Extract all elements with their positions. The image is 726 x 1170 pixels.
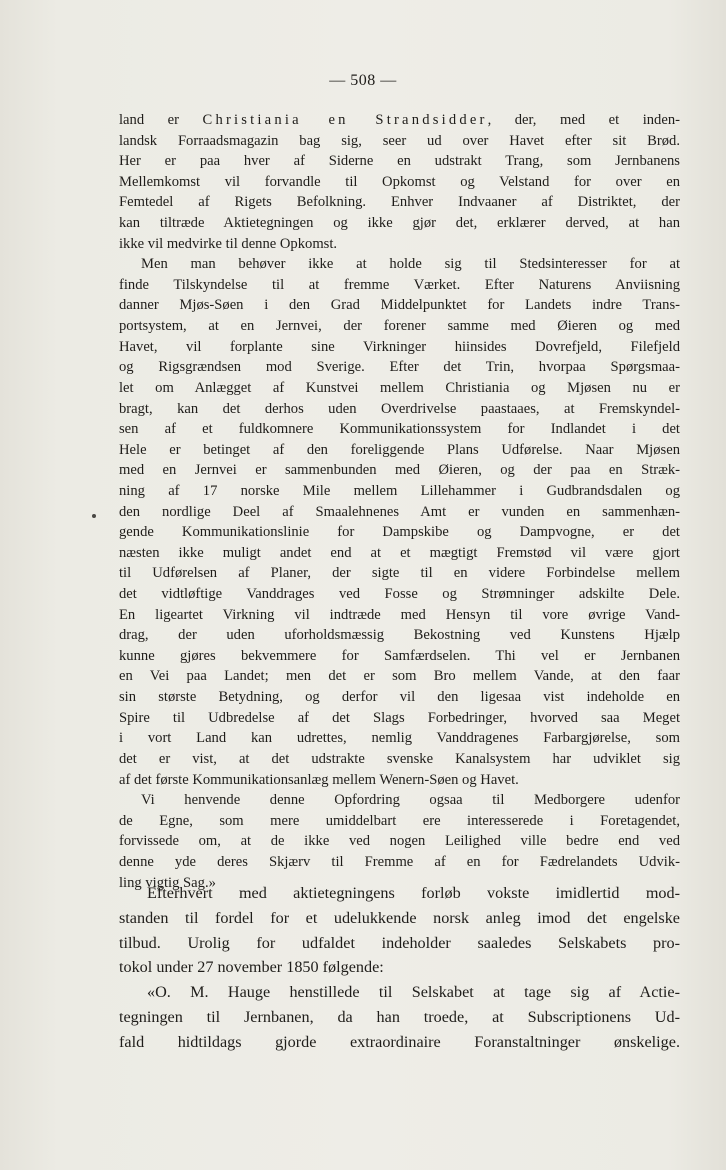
- quote-line: i vort Land kan udrettes, nemlig Vanddragenes Farbargjørelse, som: [119, 730, 680, 747]
- quote-line: til Udførelsen af Planer, der sigte til en videre Forbindelse mellem: [119, 565, 680, 582]
- quote-line: Vi henvende denne Opfordring ogsaa til Medborgere udenfor: [141, 792, 680, 809]
- quote-line: af det første Kommunikationsanlæg mellem Wenern-Søen og Havet.: [119, 771, 519, 788]
- quote-line: gende Kommunikationslinie for Dampskibe og Dampvogne, er det: [119, 524, 680, 541]
- quote-line: Men man behøver ikke at holde sig til Stedsinteresser for at: [141, 256, 680, 273]
- narrative-line: Efterhvert med aktietegningens forløb vokste imidlertid mod-: [147, 884, 680, 902]
- quote-line: sen af et fuldkomnere Kommunikationssystem for Indlandet i det: [119, 421, 680, 438]
- narrative-line: tokol under 27 november 1850 følgende:: [119, 958, 384, 977]
- quote-line: Femtedel af Rigets Befolkning. Enhver Indvaaner af Distriktet, der: [119, 194, 680, 211]
- quote-line: let om Anlægget af Kunstvei mellem Christiania og Mjøsen nu er: [119, 379, 680, 396]
- quote-line: og Rigsgrændsen mod Sverige. Efter det Trin, hvorpaa Spørgsmaa-: [119, 359, 680, 376]
- spaced-emphasis: Christiania en Strandsidder: [202, 112, 488, 128]
- margin-mark: [92, 514, 96, 518]
- quote-line: det vidtløftige Vanddrages ved Fosse og Strømninger adskilte Dele.: [119, 586, 680, 603]
- quote-line: det er vist, at det udstrakte svenske Kanalsystem har udviklet sig: [119, 750, 680, 767]
- quoted-prospectus-text: [119, 110, 680, 893]
- quote-line: landsk Forraadsmagazin bag sig, seer ud over Havet efter sit Brød.: [119, 132, 680, 149]
- quote-line: næsten ikke muligt andet end at et mægtigt Fremstød vil være gjort: [119, 544, 680, 561]
- quote-line: forvissede om, at de ikke ved nogen Leilighed ville bedre end ved: [119, 833, 680, 850]
- quote-line: kunne gjøres bekvemmere for Samfærdselen. Thi vel er Jernbanen: [119, 647, 680, 664]
- quote-line: sin største Betydning, og derfor vil den ligesaa vist indeholde en: [119, 689, 680, 706]
- quote-line-start: land er: [119, 112, 203, 128]
- quote-line: ling vigtig Sag.»: [119, 874, 216, 891]
- narrative-line: tegningen til Jernbanen, da han troede, at Subscriptionens Ud-: [119, 1007, 680, 1026]
- quote-line: kan tiltræde Aktietegningen og ikke gjør det, erklærer derved, at han: [119, 215, 680, 232]
- quote-line: drag, der uden uforholdsmæssig Bekostning ved Kunstens Hjælp: [119, 627, 680, 644]
- quote-line-end: , der, med et inden-: [487, 112, 680, 128]
- quote-line: portsystem, at en Jernvei, der forener samme med Øieren og med: [119, 318, 680, 335]
- quote-line: med en Jernvei er sammenbunden med Øieren, og der paa en Stræk-: [119, 462, 680, 479]
- page-number: — 508 —: [329, 72, 397, 89]
- quote-line: [119, 110, 680, 131]
- quote-line: bragt, kan det derhos uden Overdrivelse paastaaes, at Fremskyndel-: [119, 400, 680, 417]
- quote-line: Her er paa hver af Siderne en udstrakt Trang, som Jernbanens: [119, 153, 680, 170]
- quote-line: ikke vil medvirke til denne Opkomst.: [119, 235, 338, 252]
- quote-line: denne yde deres Skjærv til Fremme af en for Fædrelandets Udvik-: [119, 853, 680, 870]
- quote-line: Havet, vil forplante sine Virkninger hiinsides Dovrefjeld, Filefjeld: [119, 338, 680, 355]
- narrative-line: standen til fordel for et udelukkende norsk anleg imod det engelske: [119, 908, 680, 927]
- quote-line: en Vei paa Landet; men det er som Bro mellem Vande, at den faar: [119, 668, 680, 685]
- quote-line: den nordlige Deel af Smaalehnenes Amt er vunden en sammenhæn-: [119, 503, 680, 520]
- quote-line: Hele er betinget af den foreliggende Plans Udførelse. Naar Mjøsen: [119, 441, 680, 458]
- quote-line: Spire til Udbredelse af det Slags Forbedringer, hvorved saa Meget: [119, 709, 680, 726]
- quote-line: ning af 17 norske Mile mellem Lillehammer i Gudbrandsdalen og: [119, 482, 680, 499]
- narrative-paragraph: [119, 881, 680, 1055]
- quote-line: de Egne, som mere umiddelbart ere interesserede i Foretagendet,: [119, 812, 680, 829]
- quote-line: finde Tilskyndelse til at fremme Værket. Efter Naturens Anviisning: [119, 276, 680, 293]
- narrative-line: fald hidtildags gjorde extraordinaire Foranstaltninger ønskelige.: [119, 1032, 680, 1051]
- narrative-line: tilbud. Urolig for udfaldet indeholder saaledes Selskabets pro-: [119, 933, 680, 952]
- quote-line: Mellemkomst vil forvandle til Opkomst og Velstand for over en: [119, 173, 680, 190]
- narrative-line: «O. M. Hauge henstillede til Selskabet at tage sig af Actie-: [147, 983, 680, 1002]
- quote-line: En ligeartet Virkning vil indtræde med Hensyn til vore øvrige Vand-: [119, 606, 680, 623]
- quote-line: danner Mjøs-Søen i den Grad Middelpunktet for Landets indre Trans-: [119, 297, 680, 314]
